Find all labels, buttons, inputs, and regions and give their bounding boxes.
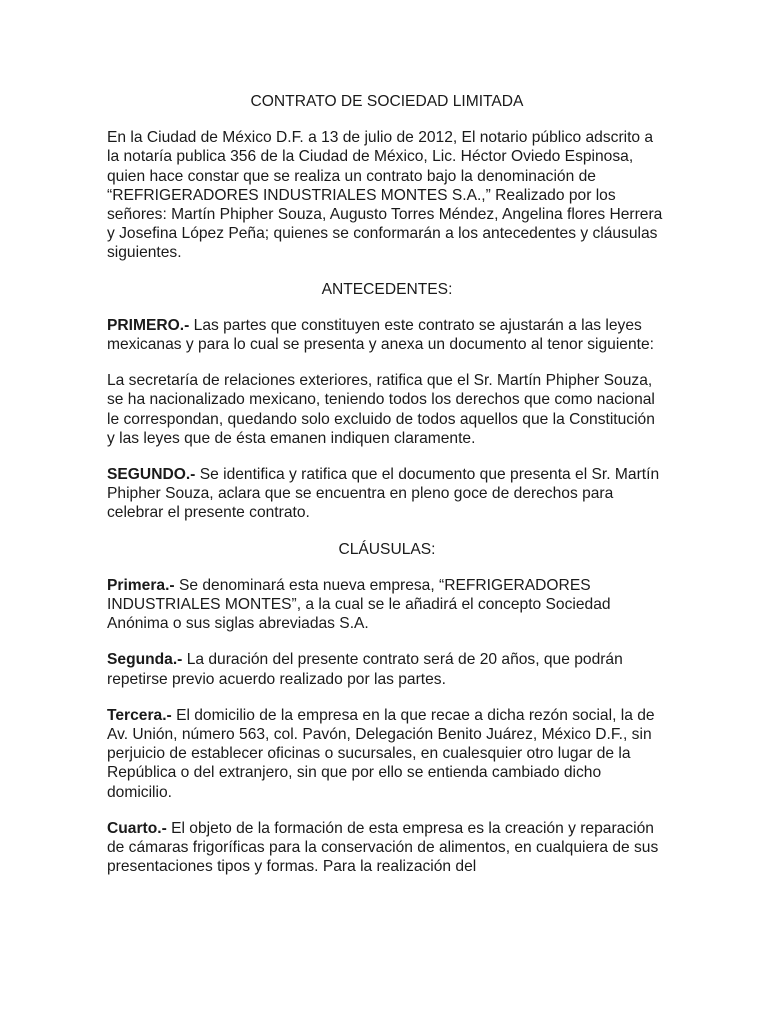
document-title: CONTRATO DE SOCIEDAD LIMITADA: [250, 93, 524, 110]
secretaria-paragraph: La secretaría de relaciones exteriores, ratifica que el Sr. Martín Phipher Souza, se ha nacionalizado mexicano, teniendo todos los derechos que como nacional le correspondan, quedando solo excluido de todos aquellos que la Constitución y las leyes que de ésta emanen indiquen claramente.: [107, 372, 655, 447]
primero-paragraph: [107, 316, 667, 354]
tercera-text: El domicilio de la empresa en la que recae a dicha rezón social, la de Av. Unión, número 563, col. Pavón, Delegación Benito Juárez, México D.F., sin perjuicio de establecer oficinas o sucursales, en cualesquier otro lugar de la República o del extranjero, sin que por ello se entienda cambiado dicho domicilio.: [107, 706, 655, 801]
tercera-label: Tercera.-: [107, 706, 172, 724]
segundo-text: Se identifica y ratifica que el documento que presenta el Sr. Martín Phipher Souza, aclara que se encuentra en pleno goce de derechos para celebrar el presente contrato.: [107, 466, 660, 522]
tercera-paragraph: [107, 706, 667, 802]
segundo-label: SEGUNDO.-: [107, 466, 196, 484]
primero-text: Las partes que constituyen este contrato se ajustarán a las leyes mexicanas y para lo cual se presenta y anexa un documento al tenor siguiente:: [107, 316, 654, 354]
clausulas-heading: CLÁUSULAS:: [338, 540, 436, 558]
segunda-label: Segunda.-: [107, 651, 183, 669]
document-body: [107, 92, 667, 894]
primera-text: Se denominará esta nueva empresa, “REFRIGERADORES INDUSTRIALES MONTES”, a la cual se le añadirá el concepto Sociedad Anónima o sus siglas abreviadas S.A.: [107, 576, 611, 633]
primera-label: Primera.-: [107, 576, 175, 594]
cuarto-label: Cuarto.-: [107, 819, 167, 837]
cuarto-paragraph: [107, 819, 667, 877]
primera-paragraph: [107, 576, 667, 634]
cuarto-text: El objeto de la formación de esta empresa es la creación y reparación de cámaras frigoríficas para la conservación de alimentos, en cualquiera de sus presentaciones tipos y formas. Para la realización del: [107, 819, 659, 876]
antecedentes-heading: ANTECEDENTES:: [321, 280, 453, 298]
segunda-paragraph: [107, 650, 667, 688]
intro-paragraph: En la Ciudad de México D.F. a 13 de julio de 2012, El notario público adscrito a la notaría publica 356 de la Ciudad de México, Lic. Héctor Oviedo Espinosa, quien hace constar que se realiza un contrato bajo la denominación de “REFRIGERADORES INDUSTRIALES MONTES S.A.,” Realizado por los señores: Martín Phipher Souza, Augusto Torres Méndez, Angelina flores Herrera y Josefina López Peña; quienes se conformarán a los antecedentes y cláusulas siguientes.: [107, 129, 663, 262]
segundo-paragraph: [107, 465, 667, 523]
segunda-text: La duración del presente contrato será de 20 años, que podrán repetirse previo acuerdo realizado por las partes.: [107, 651, 623, 688]
primero-label: PRIMERO.-: [107, 316, 190, 334]
